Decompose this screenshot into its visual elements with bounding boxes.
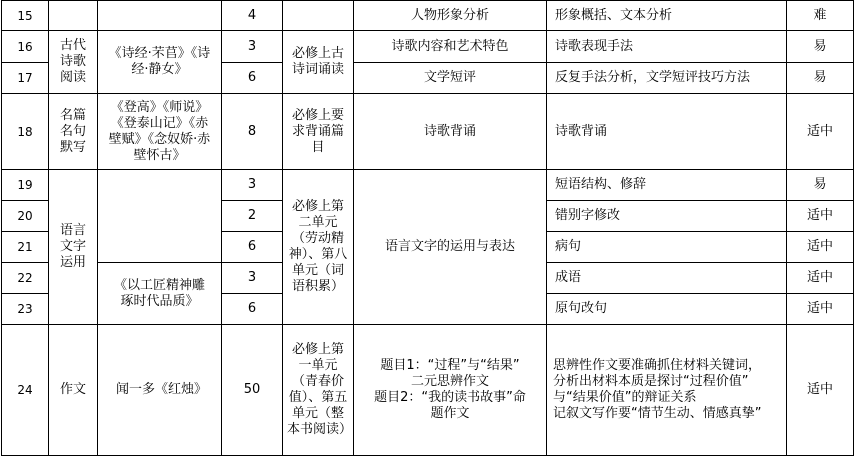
row-number: 19 bbox=[2, 170, 49, 201]
difficulty-cell: 易 bbox=[787, 170, 854, 201]
writing-req-4: 记叙文写作要“情节生动、情感真挚” bbox=[553, 406, 762, 421]
difficulty-cell: 易 bbox=[787, 31, 854, 63]
skill-cell: 诗歌表现手法 bbox=[547, 31, 787, 63]
unit-cell: 必修上第一单元（青春价值）、第五单元（整本书阅读） bbox=[283, 325, 354, 456]
row-number: 16 bbox=[2, 31, 49, 63]
topic-cell: 人物形象分析 bbox=[354, 1, 547, 31]
difficulty-cell: 适中 bbox=[787, 263, 854, 294]
skill-cell: 诗歌背诵 bbox=[547, 94, 787, 170]
unit-cell: 必修上要求背诵篇目 bbox=[283, 94, 354, 170]
topic-cell: 诗歌背诵 bbox=[354, 94, 547, 170]
skill-cell: 成语 bbox=[547, 263, 787, 294]
table-row bbox=[2, 1, 854, 31]
unit-cell bbox=[283, 1, 354, 31]
difficulty-cell: 难 bbox=[787, 1, 854, 31]
question-count: 6 bbox=[222, 294, 283, 325]
difficulty-cell: 适中 bbox=[787, 294, 854, 325]
row-number: 20 bbox=[2, 201, 49, 232]
skill-cell: 错别字修改 bbox=[547, 201, 787, 232]
difficulty-cell: 适中 bbox=[787, 232, 854, 263]
table-row bbox=[2, 325, 854, 456]
skill-cell: 病句 bbox=[547, 232, 787, 263]
question-count: 6 bbox=[222, 63, 283, 94]
writing-req-1: 思辨性作文要准确抓住材料关键词， bbox=[553, 358, 762, 373]
row-number: 22 bbox=[2, 263, 49, 294]
writing-req-2: 分析出材料本质是探讨“过程价值” bbox=[553, 374, 749, 389]
topic-cell bbox=[354, 325, 547, 456]
category-cell: 名篇名句默写 bbox=[49, 94, 98, 170]
text-cell bbox=[98, 170, 222, 263]
text-cell: 《以工匠精神雕琢时代品质》 bbox=[98, 263, 222, 325]
writing-req-3: 与“结果价值”的辩证关系 bbox=[553, 390, 697, 405]
row-number: 21 bbox=[2, 232, 49, 263]
difficulty-cell: 适中 bbox=[787, 94, 854, 170]
unit-cell: 必修上第二单元（劳动精神）、第八单元（词语积累） bbox=[283, 170, 354, 325]
writing-topic-2: 题目2：“我的读书故事”命 bbox=[374, 390, 526, 405]
table-row bbox=[2, 170, 854, 201]
writing-topic-1: 题目1：“过程”与“结果” bbox=[380, 358, 520, 373]
question-count: 2 bbox=[222, 201, 283, 232]
topic-cell: 诗歌内容和艺术特色 bbox=[354, 31, 547, 63]
topic-cell: 文学短评 bbox=[354, 63, 547, 94]
difficulty-cell: 适中 bbox=[787, 201, 854, 232]
question-count: 3 bbox=[222, 170, 283, 201]
row-number: 17 bbox=[2, 63, 49, 94]
question-count: 8 bbox=[222, 94, 283, 170]
row-number: 24 bbox=[2, 325, 49, 456]
text-cell: 《登高》《师说》《登泰山记》《赤壁赋》《念奴娇·赤壁怀古》 bbox=[98, 94, 222, 170]
row-number: 15 bbox=[2, 1, 49, 31]
text-cell: 闻一多《红烛》 bbox=[98, 325, 222, 456]
question-count: 4 bbox=[222, 1, 283, 31]
skill-cell: 原句改句 bbox=[547, 294, 787, 325]
exam-spec-table bbox=[1, 0, 854, 456]
difficulty-cell: 易 bbox=[787, 63, 854, 94]
question-count: 50 bbox=[222, 325, 283, 456]
question-count: 3 bbox=[222, 263, 283, 294]
skill-cell bbox=[547, 325, 787, 456]
question-count: 3 bbox=[222, 31, 283, 63]
writing-topic-1-cont: 二元思辨作文 bbox=[410, 374, 489, 389]
row-number: 18 bbox=[2, 94, 49, 170]
row-number: 23 bbox=[2, 294, 49, 325]
category-cell: 语言文字运用 bbox=[49, 170, 98, 325]
text-cell bbox=[98, 1, 222, 31]
topic-cell: 语言文字的运用与表达 bbox=[354, 170, 547, 325]
text-cell: 《诗经·芣苢》《诗经·静女》 bbox=[98, 31, 222, 94]
category-cell: 古代诗歌阅读 bbox=[49, 31, 98, 94]
writing-topic-2-cont: 题作文 bbox=[430, 406, 470, 421]
table-row bbox=[2, 94, 854, 170]
question-count: 6 bbox=[222, 232, 283, 263]
difficulty-cell: 适中 bbox=[787, 325, 854, 456]
category-cell bbox=[49, 1, 98, 31]
skill-cell: 短语结构、修辞 bbox=[547, 170, 787, 201]
skill-cell: 反复手法分析，文学短评技巧方法 bbox=[547, 63, 787, 94]
table-row bbox=[2, 31, 854, 63]
unit-cell: 必修上古诗词诵读 bbox=[283, 31, 354, 94]
category-cell: 作文 bbox=[49, 325, 98, 456]
skill-cell: 形象概括、文本分析 bbox=[547, 1, 787, 31]
